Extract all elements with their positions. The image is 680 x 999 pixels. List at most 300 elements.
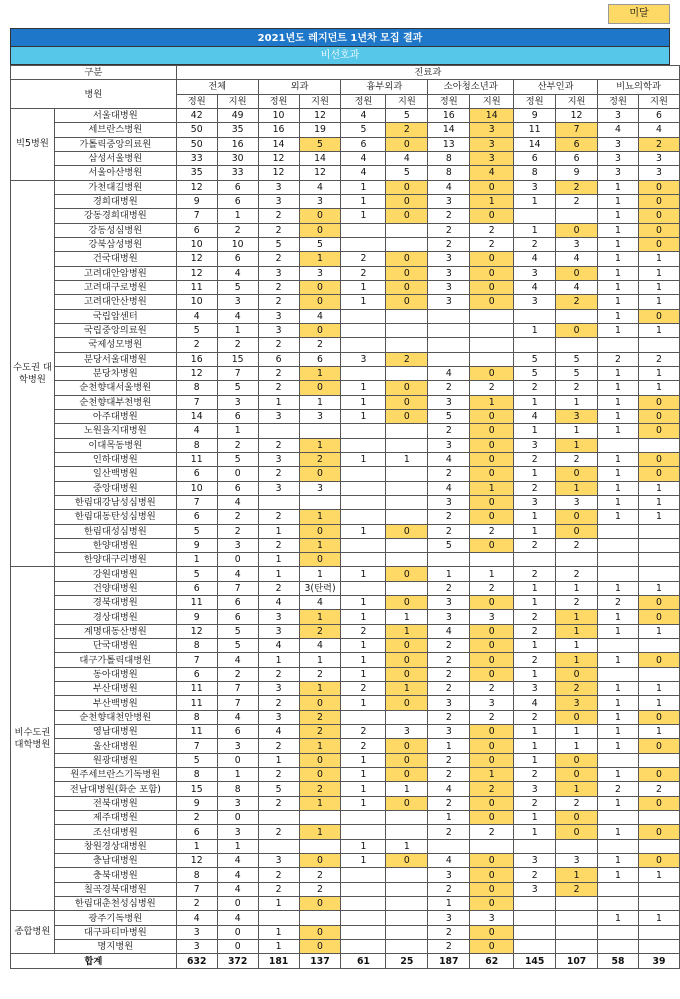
table-row — [11, 653, 680, 667]
quota-cell: 1 — [598, 323, 639, 337]
table-row — [11, 868, 680, 882]
quota-cell: 3 — [514, 266, 556, 280]
applicant-cell: 2 — [556, 180, 598, 194]
applicant-cell: 6 — [217, 610, 258, 624]
applicant-cell: 0 — [470, 854, 514, 868]
applicant-cell: 2 — [299, 782, 341, 796]
applicant-cell — [386, 309, 428, 323]
quota-cell: 1 — [598, 381, 639, 395]
quota-cell: 2 — [514, 610, 556, 624]
quota-cell: 1 — [598, 223, 639, 237]
applicant-cell: 0 — [470, 252, 514, 266]
quota-cell: 2 — [176, 897, 217, 911]
quota-cell: 1 — [598, 682, 639, 696]
applicant-cell: 1 — [638, 366, 679, 380]
quota-cell — [341, 581, 386, 595]
applicant-cell: 0 — [470, 495, 514, 509]
quota-cell: 4 — [176, 424, 217, 438]
applicant-cell: 0 — [386, 667, 428, 681]
hospital-name: 고려대구로병원 — [54, 280, 176, 294]
quota-cell: 10 — [176, 481, 217, 495]
quota-cell: 5 — [428, 538, 470, 552]
quota-cell: 1 — [514, 323, 556, 337]
applicant-cell: 2 — [638, 352, 679, 366]
applicant-cell — [386, 424, 428, 438]
applicant-cell: 3 — [217, 739, 258, 753]
quota-cell: 1 — [598, 180, 639, 194]
quota-cell: 5 — [176, 323, 217, 337]
hospital-name: 명지병원 — [54, 940, 176, 954]
applicant-cell: 4 — [638, 123, 679, 137]
applicant-cell: 1 — [556, 581, 598, 595]
table-row — [11, 151, 680, 165]
header-dept-urology: 비뇨의학과 — [598, 80, 680, 94]
applicant-cell: 0 — [217, 811, 258, 825]
applicant-cell: 1 — [299, 739, 341, 753]
applicant-cell: 2 — [556, 567, 598, 581]
applicant-cell: 2 — [556, 682, 598, 696]
applicant-cell: 1 — [638, 911, 679, 925]
table-row — [11, 381, 680, 395]
hospital-name: 동아대병원 — [54, 667, 176, 681]
hospital-name: 단국대병원 — [54, 639, 176, 653]
group-label: 수도권 대학병원 — [11, 180, 55, 567]
quota-cell: 3 — [258, 194, 299, 208]
hospital-name: 분당서울대병원 — [54, 352, 176, 366]
applicant-cell: 6 — [556, 151, 598, 165]
quota-cell: 2 — [428, 882, 470, 896]
table-row — [11, 137, 680, 151]
quota-cell: 1 — [514, 581, 556, 595]
hospital-name: 서울대병원 — [54, 108, 176, 122]
quota-cell — [341, 424, 386, 438]
applicant-cell: 6 — [217, 180, 258, 194]
applicant-cell: 1 — [470, 768, 514, 782]
applicant-cell: 3 — [299, 194, 341, 208]
header-quota: 정원 — [428, 94, 470, 108]
applicant-cell: 6 — [217, 725, 258, 739]
quota-cell: 9 — [176, 796, 217, 810]
applicant-cell: 1 — [638, 581, 679, 595]
applicant-cell: 4 — [299, 639, 341, 653]
applicant-cell: 0 — [217, 467, 258, 481]
quota-cell: 1 — [341, 696, 386, 710]
applicant-cell: 2 — [386, 352, 428, 366]
applicant-cell: 6 — [217, 481, 258, 495]
quota-cell: 3 — [341, 352, 386, 366]
quota-cell: 2 — [258, 667, 299, 681]
quota-cell: 3 — [514, 295, 556, 309]
total-applicant-cell: 25 — [386, 954, 428, 968]
quota-cell: 1 — [598, 510, 639, 524]
table-row — [11, 438, 680, 452]
quota-cell: 1 — [258, 940, 299, 954]
quota-cell — [598, 438, 639, 452]
applicant-cell: 4 — [217, 266, 258, 280]
applicant-cell: 1 — [299, 610, 341, 624]
quota-cell: 1 — [598, 581, 639, 595]
applicant-cell: 0 — [638, 596, 679, 610]
quota-cell: 2 — [176, 338, 217, 352]
applicant-cell: 0 — [386, 854, 428, 868]
applicant-cell: 0 — [470, 667, 514, 681]
quota-cell: 2 — [258, 581, 299, 595]
applicant-cell: 0 — [470, 725, 514, 739]
quota-cell: 2 — [514, 237, 556, 251]
total-label: 합계 — [11, 954, 177, 968]
quota-cell: 3 — [258, 309, 299, 323]
applicant-cell: 4 — [217, 911, 258, 925]
quota-cell: 12 — [176, 854, 217, 868]
applicant-cell: 2 — [299, 710, 341, 724]
quota-cell: 4 — [428, 481, 470, 495]
quota-cell: 5 — [176, 567, 217, 581]
quota-cell: 1 — [341, 782, 386, 796]
applicant-cell: 4 — [217, 309, 258, 323]
applicant-cell: 3 — [470, 911, 514, 925]
applicant-cell: 1 — [299, 538, 341, 552]
table-row — [11, 811, 680, 825]
quota-cell: 1 — [258, 753, 299, 767]
applicant-cell: 6 — [217, 409, 258, 423]
applicant-cell: 4 — [386, 151, 428, 165]
applicant-cell — [386, 495, 428, 509]
table-row — [11, 108, 680, 122]
hospital-name: 원광대병원 — [54, 753, 176, 767]
applicant-cell: 1 — [299, 395, 341, 409]
quota-cell — [258, 911, 299, 925]
hospital-name: 국제성모병원 — [54, 338, 176, 352]
hospital-name: 일산백병원 — [54, 467, 176, 481]
applicant-cell: 0 — [470, 424, 514, 438]
table-row — [11, 581, 680, 595]
applicant-cell: 2 — [470, 223, 514, 237]
table-row — [11, 266, 680, 280]
quota-cell: 4 — [428, 180, 470, 194]
quota-cell: 6 — [176, 467, 217, 481]
applicant-cell — [556, 553, 598, 567]
hospital-name: 순천향대천안병원 — [54, 710, 176, 724]
quota-cell: 1 — [176, 553, 217, 567]
applicant-cell: 1 — [556, 424, 598, 438]
applicant-cell: 0 — [299, 323, 341, 337]
quota-cell: 2 — [428, 653, 470, 667]
applicant-cell — [470, 839, 514, 853]
quota-cell: 1 — [598, 739, 639, 753]
quota-cell: 4 — [428, 782, 470, 796]
header-quota: 정원 — [341, 94, 386, 108]
page-title: 2021년도 레지던트 1년차 모집 결과 — [10, 28, 670, 47]
applicant-cell: 0 — [556, 825, 598, 839]
quota-cell: 1 — [341, 194, 386, 208]
applicant-cell: 1 — [470, 395, 514, 409]
applicant-cell: 0 — [638, 710, 679, 724]
applicant-cell: 5 — [217, 639, 258, 653]
applicant-cell: 2 — [299, 725, 341, 739]
quota-cell: 3 — [258, 481, 299, 495]
quota-cell: 1 — [428, 897, 470, 911]
quota-cell: 1 — [598, 696, 639, 710]
quota-cell: 2 — [428, 682, 470, 696]
applicant-cell: 7 — [217, 581, 258, 595]
page-subtitle: 비선호과 — [10, 47, 670, 65]
applicant-cell: 1 — [386, 610, 428, 624]
applicant-cell: 0 — [299, 209, 341, 223]
hospital-name: 영남대병원 — [54, 725, 176, 739]
applicant-cell — [638, 811, 679, 825]
quota-cell: 4 — [258, 639, 299, 653]
quota-cell: 4 — [176, 309, 217, 323]
quota-cell: 1 — [258, 897, 299, 911]
applicant-cell: 14 — [299, 151, 341, 165]
quota-cell: 11 — [176, 280, 217, 294]
applicant-cell: 0 — [638, 209, 679, 223]
applicant-cell: 1 — [299, 682, 341, 696]
applicant-cell: 2 — [470, 381, 514, 395]
hospital-name: 노원을지대병원 — [54, 424, 176, 438]
applicant-cell: 0 — [556, 667, 598, 681]
table-row — [11, 166, 680, 180]
recruitment-table — [10, 65, 680, 969]
quota-cell: 1 — [514, 395, 556, 409]
applicant-cell: 0 — [299, 925, 341, 939]
hospital-name: 삼성서울병원 — [54, 151, 176, 165]
quota-cell: 12 — [176, 366, 217, 380]
quota-cell: 1 — [258, 524, 299, 538]
applicant-cell: 0 — [556, 710, 598, 724]
quota-cell: 1 — [598, 854, 639, 868]
quota-cell: 1 — [341, 280, 386, 294]
table-row — [11, 667, 680, 681]
applicant-cell — [638, 338, 679, 352]
applicant-cell: 1 — [299, 796, 341, 810]
applicant-cell — [299, 424, 341, 438]
applicant-cell: 0 — [638, 739, 679, 753]
applicant-cell — [638, 567, 679, 581]
applicant-cell: 3 — [470, 696, 514, 710]
quota-cell: 1 — [258, 395, 299, 409]
quota-cell: 2 — [514, 481, 556, 495]
applicant-cell: 0 — [638, 309, 679, 323]
quota-cell: 3 — [514, 438, 556, 452]
table-row — [11, 424, 680, 438]
applicant-cell: 2 — [470, 825, 514, 839]
applicant-cell: 0 — [299, 280, 341, 294]
table-row — [11, 409, 680, 423]
quota-cell: 2 — [176, 811, 217, 825]
quota-cell: 6 — [514, 151, 556, 165]
applicant-cell — [638, 839, 679, 853]
quota-cell: 9 — [176, 610, 217, 624]
applicant-cell: 0 — [299, 753, 341, 767]
applicant-cell: 1 — [217, 209, 258, 223]
applicant-cell: 1 — [556, 653, 598, 667]
applicant-cell — [638, 639, 679, 653]
applicant-cell — [386, 538, 428, 552]
quota-cell: 3 — [598, 166, 639, 180]
quota-cell: 4 — [258, 725, 299, 739]
quota-cell — [341, 481, 386, 495]
quota-cell: 2 — [258, 796, 299, 810]
applicant-cell: 1 — [556, 639, 598, 653]
table-row — [11, 352, 680, 366]
quota-cell: 9 — [176, 538, 217, 552]
hospital-name: 순천향대부천병원 — [54, 395, 176, 409]
quota-cell: 4 — [598, 123, 639, 137]
quota-cell: 4 — [428, 452, 470, 466]
quota-cell — [341, 309, 386, 323]
applicant-cell — [386, 467, 428, 481]
applicant-cell: 3 — [386, 725, 428, 739]
quota-cell: 2 — [258, 438, 299, 452]
group-label: 비수도권 대학병원 — [11, 567, 55, 911]
quota-cell: 1 — [514, 524, 556, 538]
quota-cell: 2 — [428, 581, 470, 595]
applicant-cell: 0 — [299, 381, 341, 395]
applicant-cell: 6 — [217, 194, 258, 208]
applicant-cell: 6 — [217, 252, 258, 266]
table-row — [11, 696, 680, 710]
legend-label: 미달 — [629, 8, 649, 19]
quota-cell: 16 — [428, 108, 470, 122]
quota-cell: 3 — [598, 151, 639, 165]
hospital-name: 대구파티마병원 — [54, 925, 176, 939]
applicant-cell: 33 — [217, 166, 258, 180]
hospital-name: 계명대동산병원 — [54, 624, 176, 638]
applicant-cell: 0 — [299, 768, 341, 782]
applicant-cell — [386, 366, 428, 380]
applicant-cell: 0 — [386, 567, 428, 581]
quota-cell: 8 — [176, 768, 217, 782]
quota-cell — [598, 925, 639, 939]
applicant-cell: 1 — [217, 323, 258, 337]
hospital-name: 한양대구리병원 — [54, 553, 176, 567]
applicant-cell — [386, 811, 428, 825]
quota-cell: 3 — [258, 854, 299, 868]
applicant-cell — [638, 538, 679, 552]
applicant-cell: 1 — [386, 452, 428, 466]
applicant-cell — [299, 495, 341, 509]
quota-cell: 2 — [514, 868, 556, 882]
hospital-name: 경북대병원 — [54, 596, 176, 610]
hospital-name: 건양대병원 — [54, 581, 176, 595]
applicant-cell: 1 — [556, 438, 598, 452]
applicant-cell: 0 — [556, 266, 598, 280]
applicant-cell: 0 — [470, 940, 514, 954]
applicant-cell: 0 — [470, 796, 514, 810]
quota-cell — [514, 209, 556, 223]
quota-cell: 3 — [428, 280, 470, 294]
applicant-cell: 0 — [470, 409, 514, 423]
quota-cell: 1 — [428, 739, 470, 753]
applicant-cell: 5 — [217, 381, 258, 395]
quota-cell — [341, 538, 386, 552]
applicant-cell: 5 — [386, 108, 428, 122]
quota-cell: 1 — [598, 911, 639, 925]
quota-cell: 3 — [598, 108, 639, 122]
quota-cell: 16 — [176, 352, 217, 366]
quota-cell: 11 — [514, 123, 556, 137]
quota-cell: 1 — [341, 854, 386, 868]
table-row — [11, 596, 680, 610]
applicant-cell: 0 — [556, 510, 598, 524]
quota-cell — [514, 338, 556, 352]
applicant-cell — [556, 940, 598, 954]
applicant-cell: 0 — [386, 753, 428, 767]
applicant-cell: 1 — [556, 610, 598, 624]
quota-cell: 2 — [428, 524, 470, 538]
quota-cell: 1 — [598, 252, 639, 266]
applicant-cell: 2 — [556, 882, 598, 896]
applicant-cell: 0 — [217, 753, 258, 767]
quota-cell: 8 — [176, 438, 217, 452]
applicant-cell: 3 — [638, 151, 679, 165]
header-quota: 정원 — [514, 94, 556, 108]
quota-cell: 6 — [176, 510, 217, 524]
applicant-cell — [470, 323, 514, 337]
quota-cell: 2 — [341, 624, 386, 638]
quota-cell: 2 — [428, 467, 470, 481]
applicant-cell: 0 — [299, 696, 341, 710]
quota-cell: 7 — [176, 209, 217, 223]
legend-under-quota — [608, 4, 670, 24]
table-row — [11, 854, 680, 868]
applicant-cell: 1 — [638, 381, 679, 395]
quota-cell: 1 — [514, 667, 556, 681]
applicant-cell: 0 — [638, 796, 679, 810]
quota-cell: 3 — [428, 725, 470, 739]
quota-cell — [341, 940, 386, 954]
applicant-cell — [470, 553, 514, 567]
quota-cell: 4 — [514, 409, 556, 423]
applicant-cell — [299, 911, 341, 925]
header-dept-total: 전체 — [176, 80, 258, 94]
header-applicants: 지원 — [556, 94, 598, 108]
quota-cell: 1 — [341, 753, 386, 767]
quota-cell: 1 — [598, 653, 639, 667]
quota-cell: 3 — [428, 868, 470, 882]
applicant-cell: 0 — [386, 768, 428, 782]
quota-cell: 1 — [598, 366, 639, 380]
quota-cell: 50 — [176, 123, 217, 137]
quota-cell: 1 — [341, 381, 386, 395]
quota-cell: 3 — [514, 782, 556, 796]
applicant-cell: 19 — [299, 123, 341, 137]
quota-cell: 2 — [514, 710, 556, 724]
quota-cell: 50 — [176, 137, 217, 151]
quota-cell: 4 — [428, 854, 470, 868]
quota-cell: 13 — [428, 137, 470, 151]
applicant-cell: 0 — [638, 409, 679, 423]
applicant-cell — [556, 209, 598, 223]
quota-cell: 1 — [514, 753, 556, 767]
applicant-cell — [386, 510, 428, 524]
quota-cell: 3 — [258, 180, 299, 194]
quota-cell: 11 — [176, 696, 217, 710]
hospital-name: 국립암센터 — [54, 309, 176, 323]
quota-cell: 4 — [514, 252, 556, 266]
applicant-cell: 12 — [556, 108, 598, 122]
quota-cell: 2 — [428, 237, 470, 251]
quota-cell: 1 — [598, 710, 639, 724]
quota-cell: 1 — [176, 839, 217, 853]
applicant-cell: 0 — [470, 438, 514, 452]
applicant-cell: 6 — [299, 352, 341, 366]
table-row — [11, 725, 680, 739]
applicant-cell: 0 — [638, 194, 679, 208]
applicant-cell: 2 — [556, 194, 598, 208]
quota-cell: 2 — [514, 768, 556, 782]
